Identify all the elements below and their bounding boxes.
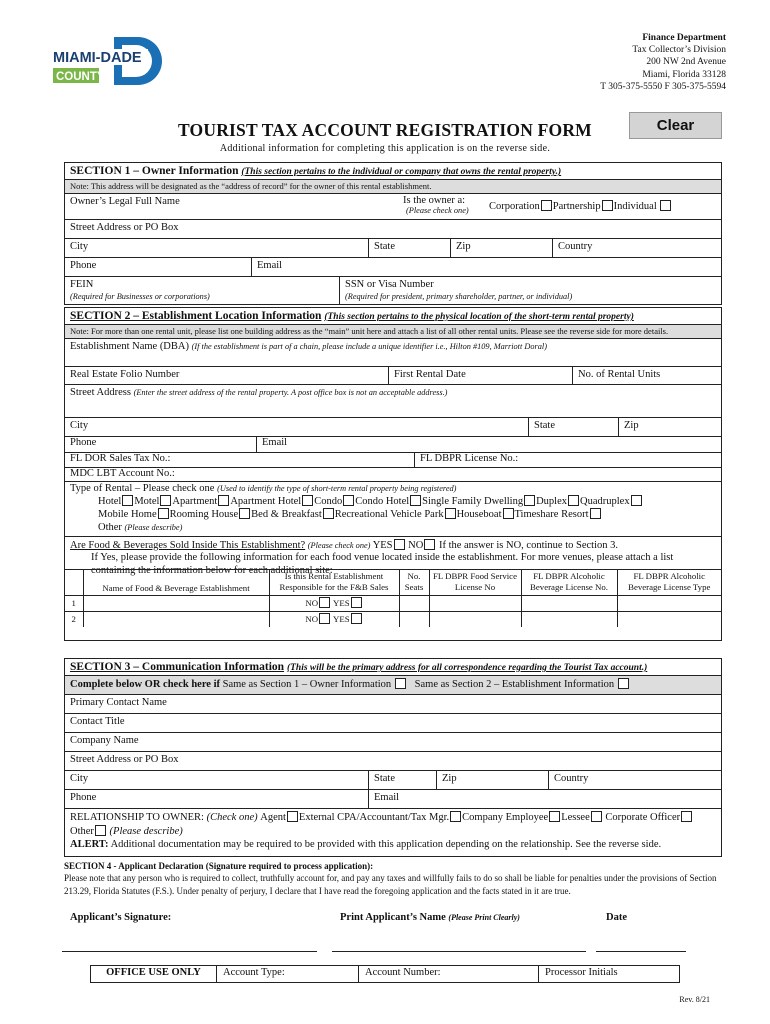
mdc-field[interactable]: MDC LBT Account No.: [70,467,175,479]
fein-field[interactable]: FEIN (Required for Businesses or corporations) [65,277,340,304]
section-3-title: SECTION 3 – Communication Information (This will be the primary address for all correspondence regarding the Tourist Tax account.) [70,661,648,673]
contact-title-field[interactable]: Contact Title [70,716,125,727]
relationship-label: RELATIONSHIP TO OWNER: [70,812,207,823]
relationship-check-note: (Check one) [206,812,261,823]
signature-line[interactable] [62,951,317,952]
s1-street-field[interactable]: Street Address or PO Box [70,221,179,233]
table-row: 1 NO YES [65,595,721,611]
rental-motel-label: Motel [134,495,160,507]
rental-condo-checkbox[interactable] [343,495,354,506]
section-1-title: SECTION 1 – Owner Information (This section pertains to the individual or company that owns the rental property.) [70,165,562,177]
rental-duplex-label: Duplex [536,495,568,507]
revision: Rev. 8/21 [679,995,710,1004]
rental-recreational-vehicle-park-label: Recreational Vehicle Park [334,509,444,521]
rental-timeshare-resort-label: Timeshare Resort [514,509,589,521]
s3-country-field[interactable]: Country [554,773,589,784]
rental-bed-breakfast-label: Bed & Breakfast [251,509,322,521]
rel-agent-checkbox[interactable] [287,811,298,822]
header-info [600,32,726,93]
food-venue-table [65,569,721,628]
contact-name-field[interactable]: Primary Contact Name [70,697,167,708]
rel-external-cpa-accountant-tax-mgr-checkbox[interactable] [450,811,461,822]
food-col-responsible: Is this Rental Establishment Responsible for the F&B Sales [269,569,399,595]
dbpr-field[interactable]: FL DBPR License No.: [420,452,519,464]
section-2 [64,307,722,641]
individual-checkbox[interactable] [660,200,671,211]
food-col-alcohol-license: FL DBPR Alcoholic Beverage License No. [521,569,617,595]
other-rental-type[interactable]: Other (Please describe) [98,522,183,534]
s3-city-field[interactable]: City [65,771,369,789]
rental-rooming-house-checkbox[interactable] [239,508,250,519]
ssn-field[interactable]: SSN or Visa Number (Required for president, primary shareholder, partner, or individual) [345,278,573,301]
food-yes-checkbox[interactable] [394,539,405,550]
food-col-name: Name of Food & Beverage Establishment [83,569,269,595]
rental-apartment-checkbox[interactable] [218,495,229,506]
rel-corporate-officer-label: Corporate Officer [605,812,681,823]
section-4-text: Please note that any person who is required to collect, truthfully account for, and pay any taxes and willfully fails to do so shall be liable for penalties under the provisions of Section 213.29, Florida Statutes (F.S.). Under penalty of perjury, I declare that I have read the foregoing application and the facts stated in it are true. [64,873,717,896]
owner-name-field[interactable]: Owner’s Legal Full Name [70,195,180,207]
section-2-note: Note: For more than one rental unit, please list one building address as the “main” unit here and attach a list of all other rental units. Please see the reverse side for more details. [70,326,669,336]
section-2-title: SECTION 2 – Establishment Location Information (This section pertains to the physical location of the short-term rental property) [70,310,634,322]
food-col-alcohol-type: FL DBPR Alcoholic Beverage License Type [617,569,721,595]
logo-county: COUNTY [56,71,105,83]
company-name-field[interactable]: Company Name [70,735,139,746]
fb-yes-checkbox-1[interactable] [351,597,362,608]
same-as-s1-checkbox[interactable] [395,678,406,689]
section-1-note: Note: This address will be designated as the “address of record” for the owner of this rental establishment. [70,181,432,191]
s2-zip-field[interactable]: Zip [624,419,639,431]
relationship-block: RELATIONSHIP TO OWNER: (Check one) Agent External CPA/Accountant/Tax Mgr. Company Employee Lessee Corporate OfficerOther (Please describe) ALERT: Additional documentation may be required to be provided with this application depending on the relationship. See the reverse side. [65,809,721,856]
partnership-checkbox[interactable] [602,200,613,211]
table-row: 2 NO YES [65,611,721,627]
rental-houseboat-label: Houseboat [456,509,502,521]
food-no-checkbox[interactable] [424,539,435,550]
s1-country-field[interactable]: Country [558,240,593,252]
s3-state-field[interactable]: State [369,771,437,789]
rental-single-family-dwelling-checkbox[interactable] [524,495,535,506]
rental-condo-label: Condo [314,495,343,507]
s1-email-field[interactable]: Email [257,259,283,271]
miami-dade-logo [52,35,164,87]
print-name-line[interactable] [332,951,586,952]
rental-condo-hotel-checkbox[interactable] [410,495,421,506]
s1-zip-field[interactable]: Zip [451,239,553,257]
food-if-yes-text: If Yes, please provide the following information for each food venue located inside the establishment. For more venues, please attach a list containing the information below for each additional site: [91,552,674,576]
rel-company-employee-label: Company Employee [462,812,549,823]
rental-duplex-checkbox[interactable] [568,495,579,506]
rental-mobile-home-checkbox[interactable] [158,508,169,519]
city-line: Miami, Florida 33128 [642,69,726,80]
rental-rooming-house-label: Rooming House [169,509,239,521]
owner-type-label: Is the owner a: (Please check one) [403,194,469,215]
rental-single-family-dwelling-label: Single Family Dwelling [422,495,524,507]
s2-email-field[interactable]: Email [262,436,288,448]
rental-quadruplex-checkbox[interactable] [631,495,642,506]
rel-external-cpa-accountant-tax-mgr-label: External CPA/Accountant/Tax Mgr. [298,812,450,823]
s3-phone-field[interactable]: Phone [65,790,369,808]
s2-street-field[interactable]: Street Address (Enter the street address of the rental property. A post office box is not an acceptable address.) [70,386,448,398]
rental-recreational-vehicle-park-checkbox[interactable] [445,508,456,519]
rental-mobile-home-label: Mobile Home [98,509,157,521]
same-as-row: Complete below OR check here if Same as Section 1 – Owner Information Same as Section 2 – Establishment Information [65,676,721,694]
rental-types-row-1 [70,495,716,508]
section-1 [64,162,722,305]
clear-button[interactable]: Clear [629,112,722,139]
s3-email-field[interactable]: Email [374,792,400,803]
rental-bed-breakfast-checkbox[interactable] [323,508,334,519]
logo-text: MIAMI-DADE [53,50,142,66]
fb-no-checkbox-2[interactable] [319,613,330,624]
s2-city-field[interactable]: City [65,418,529,436]
s1-state-field[interactable]: State [369,239,451,257]
rental-apartment-hotel-label: Apartment Hotel [230,495,302,507]
s3-street-field[interactable]: Street Address or PO Box [70,754,179,765]
rental-hotel-checkbox[interactable] [122,495,133,506]
division: Tax Collector’s Division [632,45,726,56]
owner-type-options: Corporation Partnership Individual [489,200,672,212]
dba-field[interactable]: Establishment Name (DBA) (If the establishment is part of a chain, please include a unique identifier i.e., Hilton #109, Marriott Doral) [70,340,547,352]
first-rental-field[interactable]: First Rental Date [389,367,573,384]
food-col-food-license: FL DBPR Food Service License No [429,569,521,595]
rental-apartment-hotel-checkbox[interactable] [302,495,313,506]
fb-no-checkbox-1[interactable] [319,597,330,608]
section-4-title: SECTION 4 - Applicant Declaration (Signature required to process application): [64,861,374,871]
s1-phone-field[interactable]: Phone [65,258,252,276]
section-4 [64,860,722,897]
rel-corporate-officer-checkbox[interactable] [681,811,692,822]
rel-lessee-checkbox[interactable] [591,811,602,822]
signature-label: Applicant’s Signature: [70,912,172,923]
s3-zip-field[interactable]: Zip [437,771,549,789]
dor-field[interactable]: FL DOR Sales Tax No.: [65,453,415,467]
office-use-label: OFFICE USE ONLY [91,966,217,982]
account-type-field: Account Type: [217,966,359,982]
rental-motel-checkbox[interactable] [160,495,171,506]
s1-city-field[interactable]: City [65,239,369,257]
rental-types-row-2 [70,508,716,521]
form-title: TOURIST TAX ACCOUNT REGISTRATION FORM [178,120,592,140]
rental-timeshare-resort-checkbox[interactable] [590,508,601,519]
rel-other-note: (Please describe) [106,825,183,837]
rel-company-employee-checkbox[interactable] [549,811,560,822]
address: 200 NW 2nd Avenue [646,57,726,68]
rental-hotel-label: Hotel [98,495,122,507]
rental-quadruplex-label: Quadruplex [580,495,630,507]
rel-other-label: Other [70,825,94,837]
section-3 [64,658,722,857]
phone-line: T 305-375-5550 F 305-375-5594 [600,81,726,92]
print-name-label: Print Applicant’s Name (Please Print Clearly) [340,912,520,923]
dept-name: Finance Department [642,33,726,43]
rel-agent-label: Agent [260,812,286,823]
processor-initials-field: Processor Initials [545,967,618,978]
date-line[interactable] [596,951,686,952]
corporation-checkbox[interactable] [541,200,552,211]
folio-field[interactable]: Real Estate Folio Number [65,367,389,384]
rel-lessee-label: Lessee [561,812,590,823]
office-use-box [90,965,680,983]
fb-yes-checkbox-2[interactable] [351,613,362,624]
rental-condo-hotel-label: Condo Hotel [355,495,410,507]
same-as-s2-checkbox[interactable] [618,678,629,689]
rental-apartment-label: Apartment [172,495,218,507]
num-units-field[interactable]: No. of Rental Units [578,368,661,380]
rental-houseboat-checkbox[interactable] [503,508,514,519]
s2-phone-field[interactable]: Phone [65,437,257,452]
food-col-seats: No. Seats [399,569,429,595]
s2-state-field[interactable]: State [529,418,619,436]
rel-other-checkbox[interactable] [95,825,106,836]
date-label: Date [606,912,627,923]
account-number-field: Account Number: [359,966,539,982]
subtitle: Additional information for completing this application is on the reverse side. [219,143,551,154]
food-block: Are Food & Beverages Sold Inside This Establishment? (Please check one) YES NO If the answer is NO, continue to Section 3. If Yes, please provide the following information for each food venue located inside the establishment. For more venues, please attach a list containing the information below for each additional site: Name of Food & Beverage Establishment Is this Rental Establishment Responsible for the F&B Sales No. Seats FL DBPR Food Service License No FL DBPR Alcoholic Beverage License No. FL DBPR Alcoholic Beverage License Type 1 NO YES 2 NO YES [65,537,721,640]
rental-type-block: Type of Rental – Please check one (Used to identify the type of short-term rental property being registered) Hotel Motel Apartment Apartment Hotel Condo Condo Hotel Single Family Dwelling Duplex Quadruplex Mobile Home Rooming House Bed & Breakfast Recreational Vehicle Park Houseboat Timeshare Resort Other (Please describe) [65,482,721,537]
